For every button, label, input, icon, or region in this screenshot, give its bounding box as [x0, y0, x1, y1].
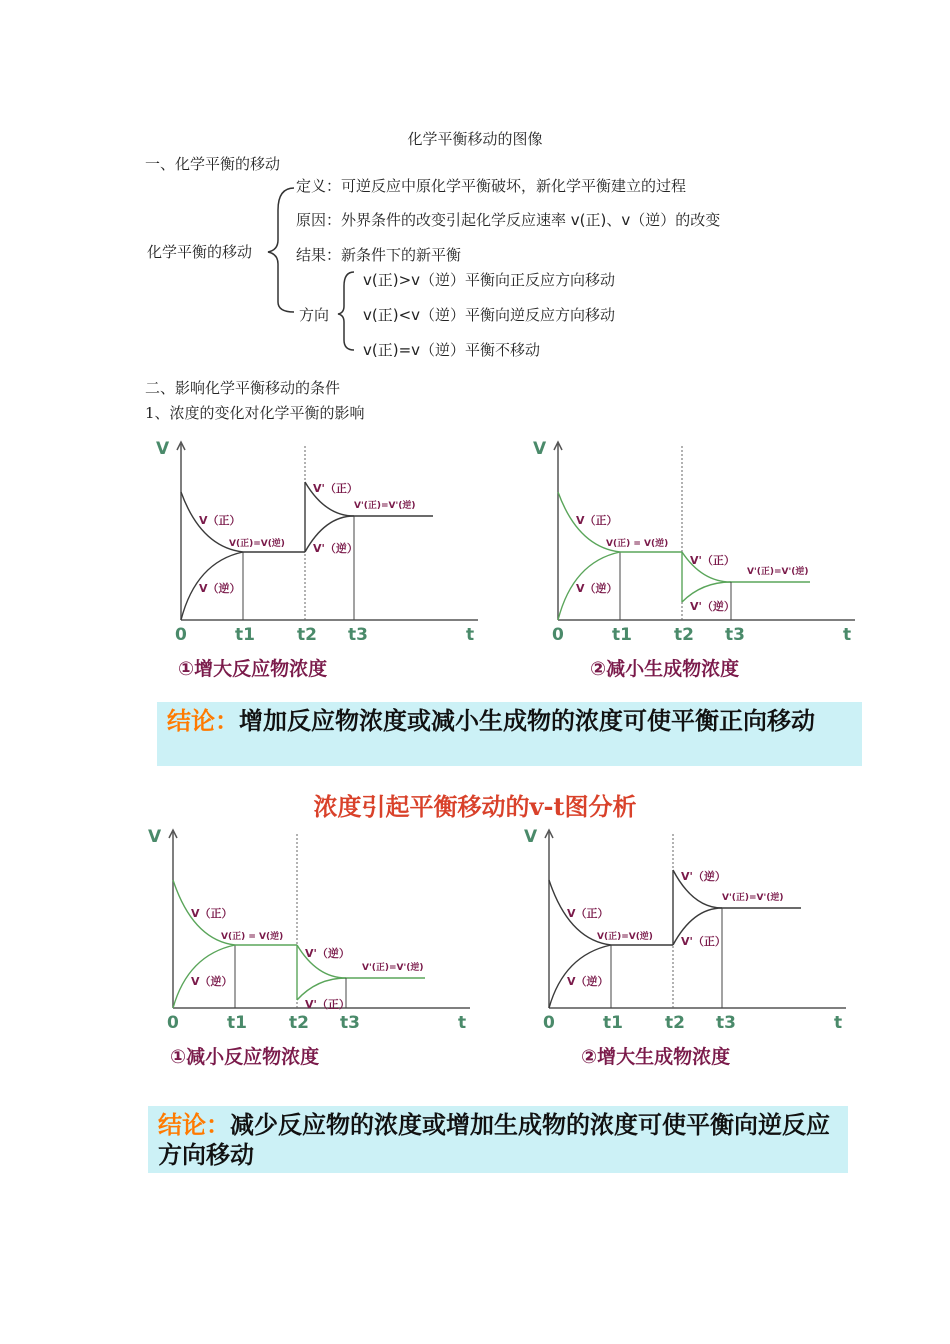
outline-root: 化学平衡的移动 — [147, 243, 253, 261]
equilibrium-label: V(正)=V(逆) — [229, 539, 285, 549]
t1-label: t1 — [612, 625, 632, 645]
new-equilibrium-label: V'(正)=V'(逆) — [354, 501, 416, 511]
chart-caption: ①增大反应物浓度 — [178, 658, 328, 680]
t1-label: t1 — [235, 625, 255, 645]
conclusion-prefix: 结论： — [158, 1110, 230, 1139]
t2-label: t2 — [297, 625, 317, 645]
conclusion-text: 增加反应物浓度或减小生成物的浓度可使平衡正向移动 — [239, 706, 815, 735]
equilibrium-label: V(正) = V(逆) — [221, 932, 284, 942]
t3-label: t3 — [348, 625, 368, 645]
conclusion-box-2 — [148, 1106, 848, 1173]
outline-reason: 原因：外界条件的改变引起化学反应速率 v(正)、v（逆）的改变 — [296, 211, 721, 229]
conclusion-box-1 — [157, 702, 862, 766]
vt-chart — [140, 820, 490, 1085]
v-reverse-label: V（逆） — [576, 582, 618, 595]
section-heading-2: 二、影响化学平衡移动的条件 — [145, 379, 341, 397]
t2-label: t2 — [289, 1013, 309, 1033]
v-forward-label: V（正） — [567, 907, 609, 920]
chart-caption: ②增大生成物浓度 — [581, 1046, 731, 1068]
chart-caption: ②减小生成物浓度 — [590, 658, 740, 680]
equilibrium-label: V(正)=V(逆) — [597, 932, 653, 942]
t-axis-label: t — [843, 625, 852, 645]
v-prime-low-curve — [682, 582, 731, 602]
v-reverse-label: V（逆） — [199, 582, 241, 595]
origin-label: 0 — [543, 1013, 555, 1033]
t2-label: t2 — [665, 1013, 685, 1033]
v-prime-high-label: V'（正） — [313, 482, 358, 495]
t-axis-label: t — [458, 1013, 467, 1033]
v-reverse-label: V（逆） — [567, 975, 609, 988]
v-forward-label: V（正） — [576, 514, 618, 527]
t3-label: t3 — [716, 1013, 736, 1033]
v-prime-low-label: V'（正） — [305, 998, 350, 1011]
t-axis-label: t — [834, 1013, 843, 1033]
t3-label: t3 — [725, 625, 745, 645]
origin-label: 0 — [552, 625, 564, 645]
t3-label: t3 — [340, 1013, 360, 1033]
subsection-heading: 1、浓度的变化对化学平衡的影响 — [145, 404, 365, 422]
t1-label: t1 — [227, 1013, 247, 1033]
t1-label: t1 — [603, 1013, 623, 1033]
outline-result: 结果：新条件下的新平衡 — [296, 246, 462, 264]
section-heading-1: 一、化学平衡的移动 — [145, 155, 281, 173]
new-equilibrium-label: V'(正)=V'(逆) — [722, 893, 784, 903]
vt-chart — [148, 432, 498, 692]
t2-label: t2 — [674, 625, 694, 645]
outline-definition: 定义：可逆反应中原化学平衡破坏，新化学平衡建立的过程 — [296, 177, 687, 195]
outline-direction: 方向 — [299, 306, 330, 324]
v-prime-low-label: V'（逆） — [313, 542, 358, 555]
page-title: 化学平衡移动的图像 — [407, 130, 543, 148]
conclusion-text: 减少反应物的浓度或增加生成物的浓度可使平衡向逆反应方向移动 — [158, 1110, 830, 1169]
v-prime-high-label: V'（逆） — [305, 947, 350, 960]
v-axis-label: V — [524, 827, 538, 847]
t-axis-label: t — [466, 625, 475, 645]
vt-chart — [525, 432, 875, 692]
equilibrium-label: V(正) = V(逆) — [606, 539, 669, 549]
new-equilibrium-label: V'(正)=V'(逆) — [747, 567, 809, 577]
v-prime-high-label: V'（正） — [690, 554, 735, 567]
v-axis-label: V — [533, 439, 547, 459]
chart-caption: ①减小反应物浓度 — [170, 1046, 320, 1068]
v-prime-low-label: V'（正） — [681, 935, 726, 948]
outline-dir-item: v(正)<v（逆）平衡向逆反应方向移动 — [363, 306, 616, 324]
v-reverse-label: V（逆） — [191, 975, 233, 988]
v-axis-label: V — [156, 439, 170, 459]
v-prime-low-label: V'（逆） — [690, 600, 735, 613]
section-banner: 浓度引起平衡移动的v-t图分析 — [313, 792, 637, 821]
origin-label: 0 — [175, 625, 187, 645]
v-forward-label: V（正） — [191, 907, 233, 920]
v-prime-low-curve — [297, 978, 346, 1000]
v-forward-label: V（正） — [199, 514, 241, 527]
new-equilibrium-label: V'(正)=V'(逆) — [362, 963, 424, 973]
vt-chart — [516, 820, 866, 1085]
v-axis-label: V — [148, 827, 162, 847]
origin-label: 0 — [167, 1013, 179, 1033]
conclusion-prefix: 结论： — [167, 706, 239, 735]
outline-dir-item: v(正)>v（逆）平衡向正反应方向移动 — [363, 271, 616, 289]
outline-dir-item: v(正)=v（逆）平衡不移动 — [363, 341, 541, 359]
v-prime-high-label: V'（逆） — [681, 870, 726, 883]
